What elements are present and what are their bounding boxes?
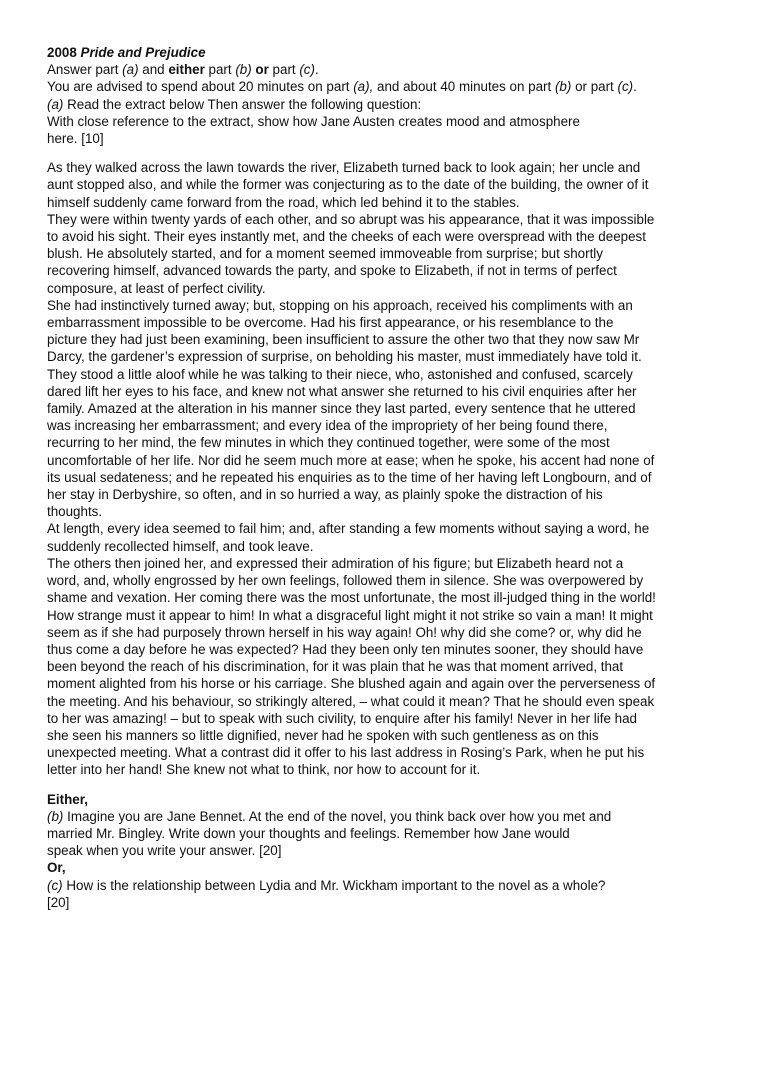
question-b-label: (b) bbox=[47, 808, 64, 824]
extract-paragraph-5: The others then joined her, and expressed their admiration of his figure; but Elizabeth heard not a word, and, wholly engrossed by her own feelings, followed them in silence. She was overpowered by shame and vexation. Her coming there was the most unfortunate, the most ill-judged thing in the world! How strange must it appear to him! In what a disgraceful light might it not strike so vain a man! It might seem as if she had purposely thrown herself in his way again! Oh! why did she come? or, why did he thus come a day before he was expected? Had they been only ten minutes sooner, they should have been beyond the reach of his discrimination, for it was plain that he was that moment arrived, that moment alighted from his horse or his carriage. She blushed again and again over the perverseness of the meeting. And his behaviour, so strikingly altered, – what could it mean? That he should even speak to her was amazing! – but to speak with such civility, to enquire after his family! Never in her life had she seen his manners so little dignified, never had he spoken with such gentleness as on this unexpected meeting. What a contrast did it offer to his last address in Rosing’s Park, when he put his letter into her hand! She knew not what to think, nor how to account for it. bbox=[47, 555, 656, 778]
instruction-line-2: You are advised to spend about 20 minutes on part (a), and about 40 minutes on part (b) or part (c). bbox=[47, 79, 637, 95]
extract bbox=[47, 159, 728, 778]
question-header bbox=[47, 44, 728, 147]
question-a-line-2: With close reference to the extract, show how Jane Austen creates mood and atmosphere bbox=[47, 113, 580, 129]
novel-title: Pride and Prejudice bbox=[80, 45, 206, 60]
question-b: (b) Imagine you are Jane Bennet. At the end of the novel, you think back over how you met and bbox=[47, 808, 612, 824]
extract-paragraph-1: As they walked across the lawn towards the river, Elizabeth turned back to look again; her uncle and aunt stopped also, and while the former was conjecturing as to the date of the building, the owner of it himself suddenly came forward from the road, which led behind it to the stables. bbox=[47, 160, 649, 210]
exam-title: 2008 Pride and Prejudice bbox=[47, 45, 206, 60]
extract-paragraph-4: At length, every idea seemed to fail him; and, after standing a few moments without saying a word, he suddenly recollected himself, and took leave. bbox=[47, 521, 650, 554]
question-options bbox=[47, 791, 728, 911]
or-heading: Or, bbox=[47, 860, 66, 876]
question-a-line-3: here. [10] bbox=[47, 131, 104, 147]
question-b-line-2: married Mr. Bingley. Write down your thoughts and feelings. Remember how Jane would bbox=[47, 825, 570, 841]
extract-paragraph-3: She had instinctively turned away; but, stopping on his approach, received his compliments with an embarrassment impossible to be overcome. Had his first appearance, or his resemblance to the picture they had just been examining, been insufficient to assure the other two that they now saw Mr Darcy, the gardener’s expression of surprise, on beholding his master, must immediately have told it. They stood a little aloof while he was talking to their niece, who, astonished and confused, scarcely dared lift her eyes to his face, and knew not what answer she returned to his civil enquiries after her family. Amazed at the alteration in his manner since they last parted, every sentence that he uttered was increasing her embarrassment; and every idea of the impropriety of her being found there, recurring to her mind, the few minutes in which they continued together, were some of the most uncomfortable of her life. Nor did he seem much more at ease; when he spoke, his accent had none of its usual sedateness; and he repeated his enquiries as to the time of her having left Longbourn, and of her stay in Derbyshire, so often, and in so hurried a way, as plainly spoke the distraction of his thoughts. bbox=[47, 297, 655, 520]
instruction-line-1: Answer part (a) and either part (b) or part (c). bbox=[47, 62, 319, 78]
question-c-line-2: [20] bbox=[47, 894, 70, 910]
question-a: (a) Read the extract below Then answer the following question: bbox=[47, 96, 422, 112]
question-b-line-3: speak when you write your answer. [20] bbox=[47, 843, 282, 859]
question-c-label: (c) bbox=[47, 877, 63, 893]
question-c: (c) How is the relationship between Lydia and Mr. Wickham important to the novel as a whole? bbox=[47, 877, 606, 893]
either-heading: Either, bbox=[47, 791, 88, 807]
question-a-label: (a) bbox=[47, 96, 64, 112]
extract-paragraph-2: They were within twenty yards of each other, and so abrupt was his appearance, that it was impossible to avoid his sight. Their eyes instantly met, and the cheeks of each were overspread with the deepest blush. He absolutely started, and for a moment seemed immoveable from surprise; but shortly recovering himself, advanced towards the party, and spoke to Elizabeth, if not in terms of perfect composure, at least of perfect civility. bbox=[47, 211, 655, 296]
